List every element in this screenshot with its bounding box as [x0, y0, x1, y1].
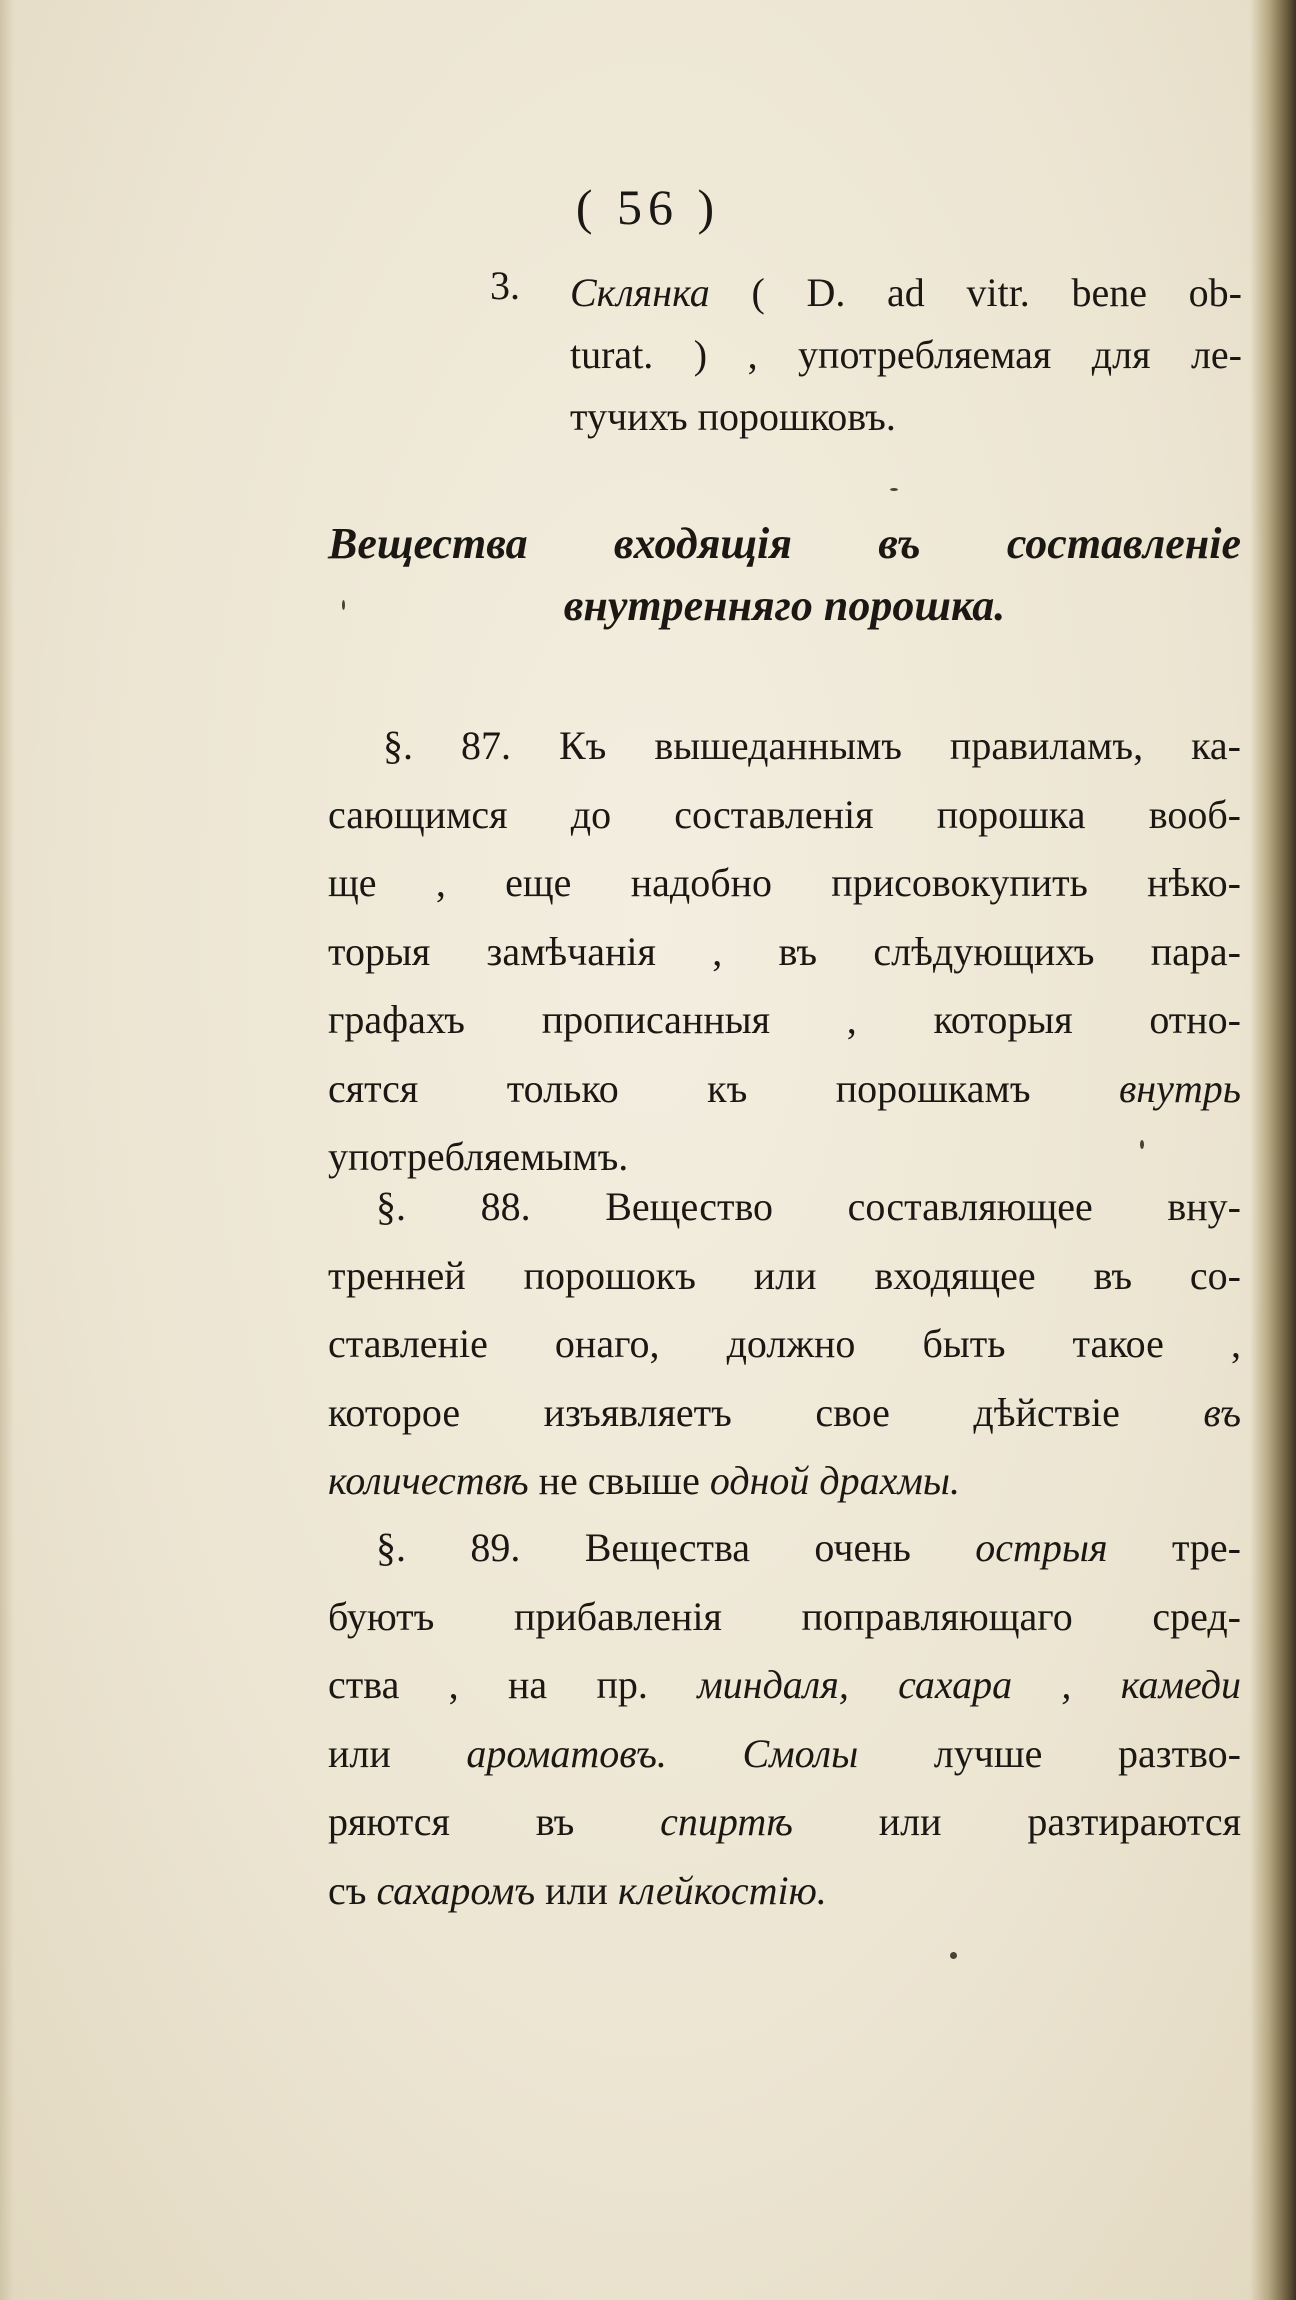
text-line [328, 781, 1241, 850]
section-mark: §. 87. [383, 723, 511, 768]
text-run: Вещества очень [584, 1525, 976, 1570]
text-run: употребляемымъ. [328, 1134, 629, 1179]
text-line [328, 1242, 1241, 1311]
text-line [328, 1720, 1241, 1789]
italic-term: количествѣ [328, 1458, 529, 1503]
text-run: сятся только къ порошкамъ [328, 1065, 1119, 1111]
text-line [328, 1857, 1241, 1926]
paper-speck [950, 1952, 957, 1959]
paragraph-88 [328, 1173, 1241, 1516]
text-run: лучше разтво- [858, 1730, 1241, 1776]
paper-speck [890, 488, 898, 491]
page-left-edge [0, 0, 14, 2300]
paragraph-89 [328, 1514, 1241, 1925]
text-line [570, 324, 1242, 386]
text-run: которое изъявляетъ свое дѣйствіе [328, 1389, 1204, 1435]
text-line [328, 712, 1241, 781]
text-run: графахъ прописанныя , которыя отно- [328, 997, 1241, 1042]
section-mark: §. 88. [376, 1184, 531, 1229]
text-line [328, 918, 1241, 987]
section-mark: §. 89. [376, 1525, 521, 1570]
paper-speck [342, 600, 345, 610]
text-run: тренней порошокъ или входящее въ со- [328, 1252, 1241, 1298]
text-line [328, 1514, 1241, 1583]
italic-term: внутрь [1118, 1065, 1241, 1111]
italic-term: клейкостію. [617, 1867, 827, 1913]
italic-term: острыя [975, 1525, 1108, 1570]
text-line [328, 1788, 1241, 1857]
text-line [328, 1583, 1241, 1652]
text-run: торыя замѣчанія , въ слѣдующихъ пара- [328, 928, 1241, 974]
text-run: или [328, 1730, 467, 1776]
text-run: буютъ прибавленія поправляющаго сред- [328, 1593, 1241, 1639]
text-line [328, 1651, 1241, 1720]
text-run: сающимся до составленія порошка вооб- [328, 791, 1241, 837]
heading-line-2: внутренняго порошка. [563, 581, 1006, 630]
italic-term: ароматовъ. Смолы [466, 1730, 859, 1776]
book-spine-shadow [1250, 0, 1296, 2300]
text-run: тре- [1107, 1525, 1241, 1570]
text-line [328, 1055, 1241, 1124]
page-number: ( 56 ) [575, 179, 721, 235]
text-run: ряются въ [328, 1799, 661, 1844]
text-run: ства , на пр. [328, 1662, 698, 1707]
text-run: или разтираются [792, 1799, 1241, 1844]
text-run: ( D. ad vitr. bene ob- [709, 270, 1242, 315]
text-line [570, 386, 1242, 448]
text-run: тучихъ порошковъ. [570, 394, 896, 439]
text-line [328, 1173, 1241, 1242]
paper-speck [1140, 1140, 1144, 1149]
italic-term: одной драхмы. [709, 1458, 961, 1503]
text-line [328, 1310, 1241, 1379]
text-line [328, 1379, 1241, 1448]
text-run: Къ вышеданнымъ правиламъ, ка- [559, 723, 1241, 768]
text-line [328, 986, 1241, 1055]
text-run: или [535, 1867, 618, 1913]
italic-term: миндаля, сахара , камеди [697, 1662, 1241, 1707]
list-item-3 [490, 262, 520, 309]
paragraph-87 [328, 712, 1241, 1192]
text-line [570, 262, 1242, 324]
text-run: Вещество составляющее вну- [605, 1184, 1242, 1229]
item-number: 3. [490, 263, 520, 308]
text-run: не свыше [528, 1458, 710, 1503]
text-run: съ [328, 1867, 377, 1913]
italic-term: Склянка [570, 270, 710, 315]
italic-term: сахаромъ [376, 1867, 536, 1913]
text-run: turat. ) , употребляемая для ле- [570, 332, 1242, 377]
text-run: ще , еще надобно присовокупить нѣко- [328, 860, 1241, 905]
text-line [328, 1447, 1241, 1516]
italic-term: спиртѣ [660, 1799, 793, 1844]
item-3-text [570, 262, 1242, 448]
italic-term: въ [1203, 1389, 1241, 1435]
section-heading [328, 513, 1241, 637]
heading-line-1: Вещества входящія въ составленіе [328, 519, 1241, 568]
text-run: ставленіе онаго, должно быть такое , [328, 1321, 1241, 1366]
text-line [328, 849, 1241, 918]
